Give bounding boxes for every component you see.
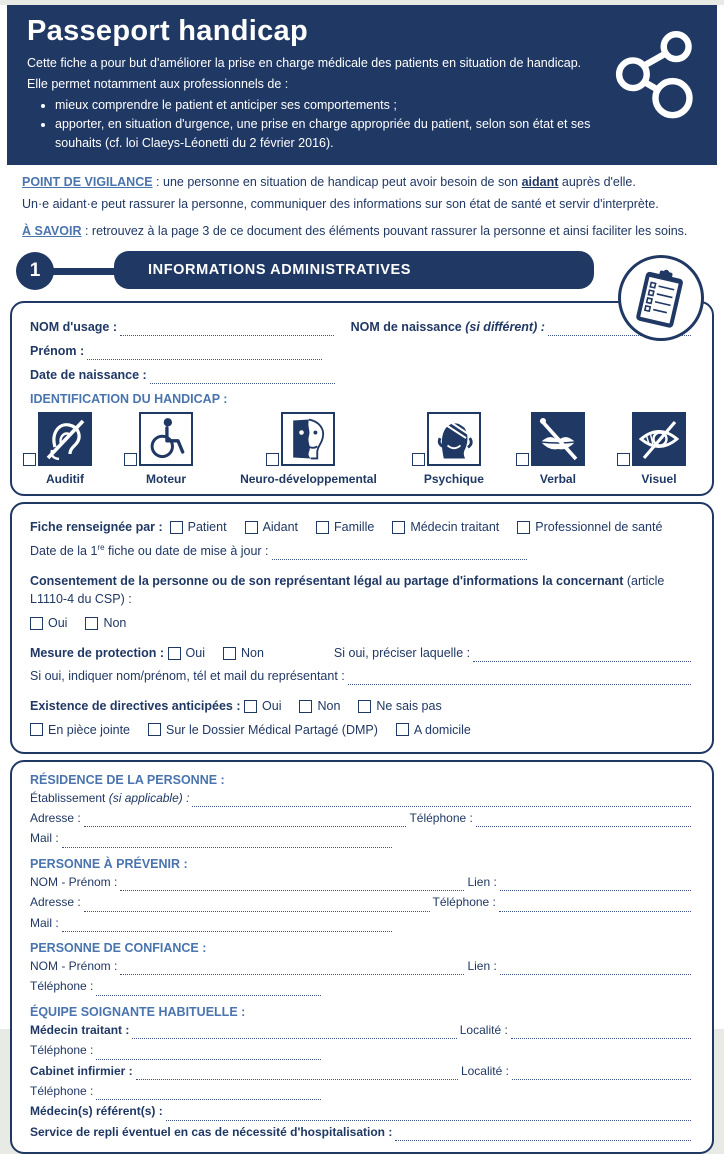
prenom-row (30, 342, 694, 360)
handicap-label: Psychique (423, 472, 484, 487)
banner-connector (50, 268, 122, 275)
telephone-fill-line[interactable] (96, 1047, 321, 1060)
name-row (30, 318, 694, 336)
handicap-neuro (240, 412, 377, 486)
confiance-nom-row (30, 958, 694, 975)
section-1-banner (0, 249, 724, 295)
repli-fill-line[interactable] (395, 1128, 691, 1141)
checkbox-option[interactable]: Professionnel de santé (517, 518, 662, 536)
directives-location-row (30, 721, 694, 739)
localite-label: Localité : (460, 1063, 509, 1078)
page-title: Passeport handicap (27, 15, 308, 47)
lien-fill-line[interactable] (500, 962, 691, 975)
section-title-pill: INFORMATIONS ADMINISTRATIVES (114, 251, 594, 289)
telephone-fill-line[interactable] (476, 814, 691, 827)
adresse-label: Adresse : (30, 895, 81, 910)
psychique-checkbox[interactable] (412, 453, 425, 466)
adresse-fill-line[interactable] (84, 899, 430, 912)
handicap-label: Visuel (641, 472, 677, 487)
savoir-line (22, 222, 702, 241)
cabinet-infirmier-label: Cabinet infirmier : (30, 1063, 133, 1078)
checkbox[interactable] (392, 521, 405, 534)
intro-line-1: Cette fiche a pour but d'améliorer la prise en charge médicale des patients en situation de handicap. (27, 56, 582, 70)
date-fiche-row (30, 542, 694, 560)
mail-fill-line[interactable] (62, 835, 392, 848)
renseignee-row (30, 518, 694, 536)
neuro-checkbox[interactable] (266, 453, 279, 466)
checkbox-option[interactable]: A domicile (396, 721, 471, 739)
checkbox[interactable] (316, 521, 329, 534)
nom-naissance-label: NOM de naissance (350, 320, 462, 334)
checkbox[interactable] (244, 700, 257, 713)
intro-line-2: Elle permet notamment aux professionnels de : (27, 76, 289, 91)
page-header (7, 5, 717, 165)
directives-row (30, 697, 694, 715)
protection-precision-fill-line[interactable] (473, 649, 691, 663)
ddn-fill-line[interactable] (150, 371, 335, 385)
speech-impairment-icon (531, 412, 585, 466)
protection-rep-row (30, 667, 694, 685)
date-fiche-fill-line[interactable] (272, 546, 527, 560)
protection-row (30, 644, 694, 662)
checkbox-option[interactable]: Non (85, 614, 126, 632)
etablissement-qualifier: (si applicable) : (108, 790, 190, 805)
vigilance-line-2: Un·e aidant·e peut rassurer la personne, communiquer des informations sur son état de santé et servir d'interprète. (22, 196, 659, 211)
ddn-row (30, 366, 694, 384)
consentement-options-row (30, 614, 694, 632)
verbal-checkbox[interactable] (516, 453, 529, 466)
clipboard-badge (618, 255, 704, 341)
service-repli-label: Service de repli éventuel en cas de nécessité d'hospitalisation : (30, 1124, 393, 1139)
checkbox[interactable] (245, 521, 258, 534)
protection-rep-label: Si oui, indiquer nom/prénom, tél et mail du représentant : (30, 669, 345, 684)
medecin-referent-label: Médecin(s) référent(s) : (30, 1104, 163, 1119)
handicap-moteur (139, 412, 193, 486)
protection-label: Mesure de protection : (30, 646, 165, 661)
repli-row (30, 1124, 694, 1141)
residence-heading: RÉSIDENCE DE LA PERSONNE : (30, 772, 225, 787)
telephone-label: Téléphone : (409, 811, 473, 826)
referent-fill-line[interactable] (166, 1108, 691, 1121)
protection-rep-fill-line[interactable] (348, 672, 691, 686)
checkbox[interactable] (517, 521, 530, 534)
date-fiche-label: Date de la 1re fiche ou date de mise à jour : (30, 542, 269, 558)
protection-precision-label: Si oui, préciser laquelle : (333, 646, 471, 661)
handicap-label: Moteur (146, 472, 187, 487)
checkbox-option[interactable]: Aidant (245, 518, 298, 536)
consentement-options (30, 614, 144, 632)
hearing-impairment-icon (38, 412, 92, 466)
medecin-fill-line[interactable] (132, 1026, 456, 1039)
checkbox[interactable] (170, 521, 183, 534)
vigilance-text: : une personne en situation de handicap peut avoir besoin de son (152, 174, 522, 189)
mail-label: Mail : (30, 915, 59, 930)
section-number-badge: 1 (16, 252, 54, 290)
handicap-auditif (38, 412, 92, 486)
directives-options (244, 697, 460, 715)
protection-options (168, 644, 282, 662)
vigilance-text-end: auprès d'elle. (558, 174, 636, 189)
checkbox-option[interactable]: En pièce jointe (30, 721, 130, 739)
directives-location-options (30, 721, 489, 739)
telephone-label: Téléphone : (30, 979, 94, 994)
moteur-checkbox[interactable] (124, 453, 137, 466)
checkbox[interactable] (148, 723, 161, 736)
nom-prenom-label: NOM - Prénom : (30, 959, 118, 973)
checkbox[interactable] (223, 647, 236, 660)
identity-box (10, 301, 714, 496)
handicap-psychique (424, 412, 484, 486)
aidant-emphasis: aidant (521, 174, 559, 189)
lien-label: Lien : (467, 959, 497, 973)
etablissement-row (30, 790, 694, 807)
neurodevelopmental-icon (281, 412, 335, 466)
psychic-icon (427, 412, 481, 466)
intro-bullet-1: • mieux comprendre le patient et anticiper ses comportements ; (55, 96, 597, 115)
handicap-verbal (531, 412, 585, 486)
intro-bullets (55, 96, 597, 153)
nom-prenom-fill-line[interactable] (120, 962, 464, 975)
lien-fill-line[interactable] (500, 878, 691, 891)
adresse-fill-line[interactable] (84, 814, 407, 827)
nom-prenom-fill-line[interactable] (120, 878, 464, 891)
checkbox-option[interactable]: Oui (168, 644, 205, 662)
renseignee-label: Fiche renseignée par : (30, 520, 163, 535)
vigilance-label: POINT DE VIGILANCE (22, 174, 153, 189)
prevenir-mail-row (30, 915, 694, 932)
wheelchair-icon (139, 412, 193, 466)
checkbox-option[interactable]: Oui (30, 614, 67, 632)
auditif-checkbox[interactable] (23, 453, 36, 466)
localite-fill-line[interactable] (511, 1026, 691, 1039)
directives-label: Existence de directives anticipées : (30, 699, 241, 714)
residence-adresse-row (30, 810, 694, 827)
checkbox[interactable] (168, 647, 181, 660)
prevenir-adresse-row (30, 894, 694, 911)
consentement-row (30, 572, 694, 608)
savoir-label: À SAVOIR (22, 224, 82, 239)
telephone-fill-line[interactable] (96, 983, 321, 996)
ddn-label: Date de naissance : (30, 368, 147, 383)
handicap-label: Neuro-développemental (240, 472, 377, 487)
nom-usage-fill-line[interactable] (120, 323, 334, 337)
handicap-visuel (632, 412, 686, 486)
cabinet-row (30, 1063, 694, 1080)
checkbox-option[interactable]: Patient (170, 518, 227, 536)
telephone-fill-line[interactable] (499, 899, 691, 912)
handicap-label: Auditif (46, 472, 84, 487)
etablissement-label: Établissement (30, 790, 106, 805)
savoir-text: : retrouvez à la page 3 de ce document des éléments pouvant rassurer la personne et ainsi faciliter les soins. (81, 224, 688, 239)
linked-circles-icon (609, 31, 701, 123)
medecin-telephone-row (30, 1042, 694, 1059)
checkbox[interactable] (30, 617, 43, 630)
checkbox-option[interactable]: Oui (244, 697, 281, 715)
telephone-label: Téléphone : (30, 1083, 94, 1098)
consentement-article: (article L1110-4 du CSP) : (30, 573, 665, 606)
nom-usage-label: NOM d'usage : (30, 320, 118, 334)
telephone-label: Téléphone : (30, 1043, 94, 1058)
contacts-box (10, 760, 714, 1154)
checkbox-option[interactable]: Médecin traitant (392, 518, 499, 536)
checkbox[interactable] (85, 617, 98, 630)
referent-row (30, 1103, 694, 1120)
equipe-heading: ÉQUIPE SOIGNANTE HABITUELLE : (30, 1004, 246, 1019)
confiance-heading: PERSONNE DE CONFIANCE : (30, 941, 207, 955)
etablissement-fill-line[interactable] (192, 794, 691, 807)
prenom-label: Prénom : (30, 344, 85, 359)
renseignee-options (170, 518, 681, 536)
checkbox[interactable] (358, 700, 371, 713)
passeport-handicap-page (0, 5, 724, 1139)
visuel-checkbox[interactable] (617, 453, 630, 466)
handicap-icons-row (32, 412, 692, 486)
fiche-box (10, 502, 714, 753)
intro-bullet-2: • apporter, en situation d'urgence, une prise en charge appropriée du patient, selon son état et ses souhaits (cf. loi Claeys-Léonetti du 2 février 2016). (55, 115, 597, 153)
medecin-traitant-label: Médecin traitant : (30, 1022, 130, 1037)
localite-fill-line[interactable] (512, 1067, 691, 1080)
prevenir-nom-row (30, 874, 694, 891)
prenom-fill-line[interactable] (87, 347, 322, 361)
checkbox[interactable] (299, 700, 312, 713)
localite-label: Localité : (459, 1022, 508, 1037)
nom-naissance-qualifier: (si différent) : (465, 320, 545, 334)
nom-usage-field (30, 318, 337, 336)
checkbox-option[interactable]: Non (299, 697, 340, 715)
cabinet-telephone-row (30, 1083, 694, 1100)
cabinet-fill-line[interactable] (136, 1067, 458, 1080)
consentement-label: Consentement de la personne ou de son représentant légal au partage d'informations la concernant (30, 573, 624, 588)
checkbox-option[interactable]: Famille (316, 518, 374, 536)
mail-label: Mail : (30, 831, 59, 846)
handicap-label: Verbal (539, 472, 576, 487)
checkbox-option[interactable]: Sur le Dossier Médical Partagé (DMP) (148, 721, 378, 739)
telephone-fill-line[interactable] (96, 1087, 321, 1100)
medecin-row (30, 1022, 694, 1039)
residence-mail-row (30, 830, 694, 847)
confiance-telephone-row (30, 978, 694, 995)
checkbox[interactable] (30, 723, 43, 736)
checkbox-option[interactable]: Non (223, 644, 264, 662)
notices-section (0, 165, 724, 241)
handicap-heading: IDENTIFICATION DU HANDICAP : (30, 392, 228, 407)
nom-prenom-label: NOM - Prénom : (30, 874, 118, 889)
adresse-label: Adresse : (30, 811, 81, 826)
mail-fill-line[interactable] (62, 919, 392, 932)
lien-label: Lien : (467, 874, 497, 889)
clipboard-icon (632, 267, 690, 329)
vigilance-line (22, 173, 702, 192)
telephone-label: Téléphone : (432, 895, 496, 910)
prevenir-heading: PERSONNE À PRÉVENIR : (30, 856, 188, 871)
visual-impairment-icon (632, 412, 686, 466)
checkbox-option[interactable]: Ne sais pas (358, 697, 441, 715)
checkbox[interactable] (396, 723, 409, 736)
